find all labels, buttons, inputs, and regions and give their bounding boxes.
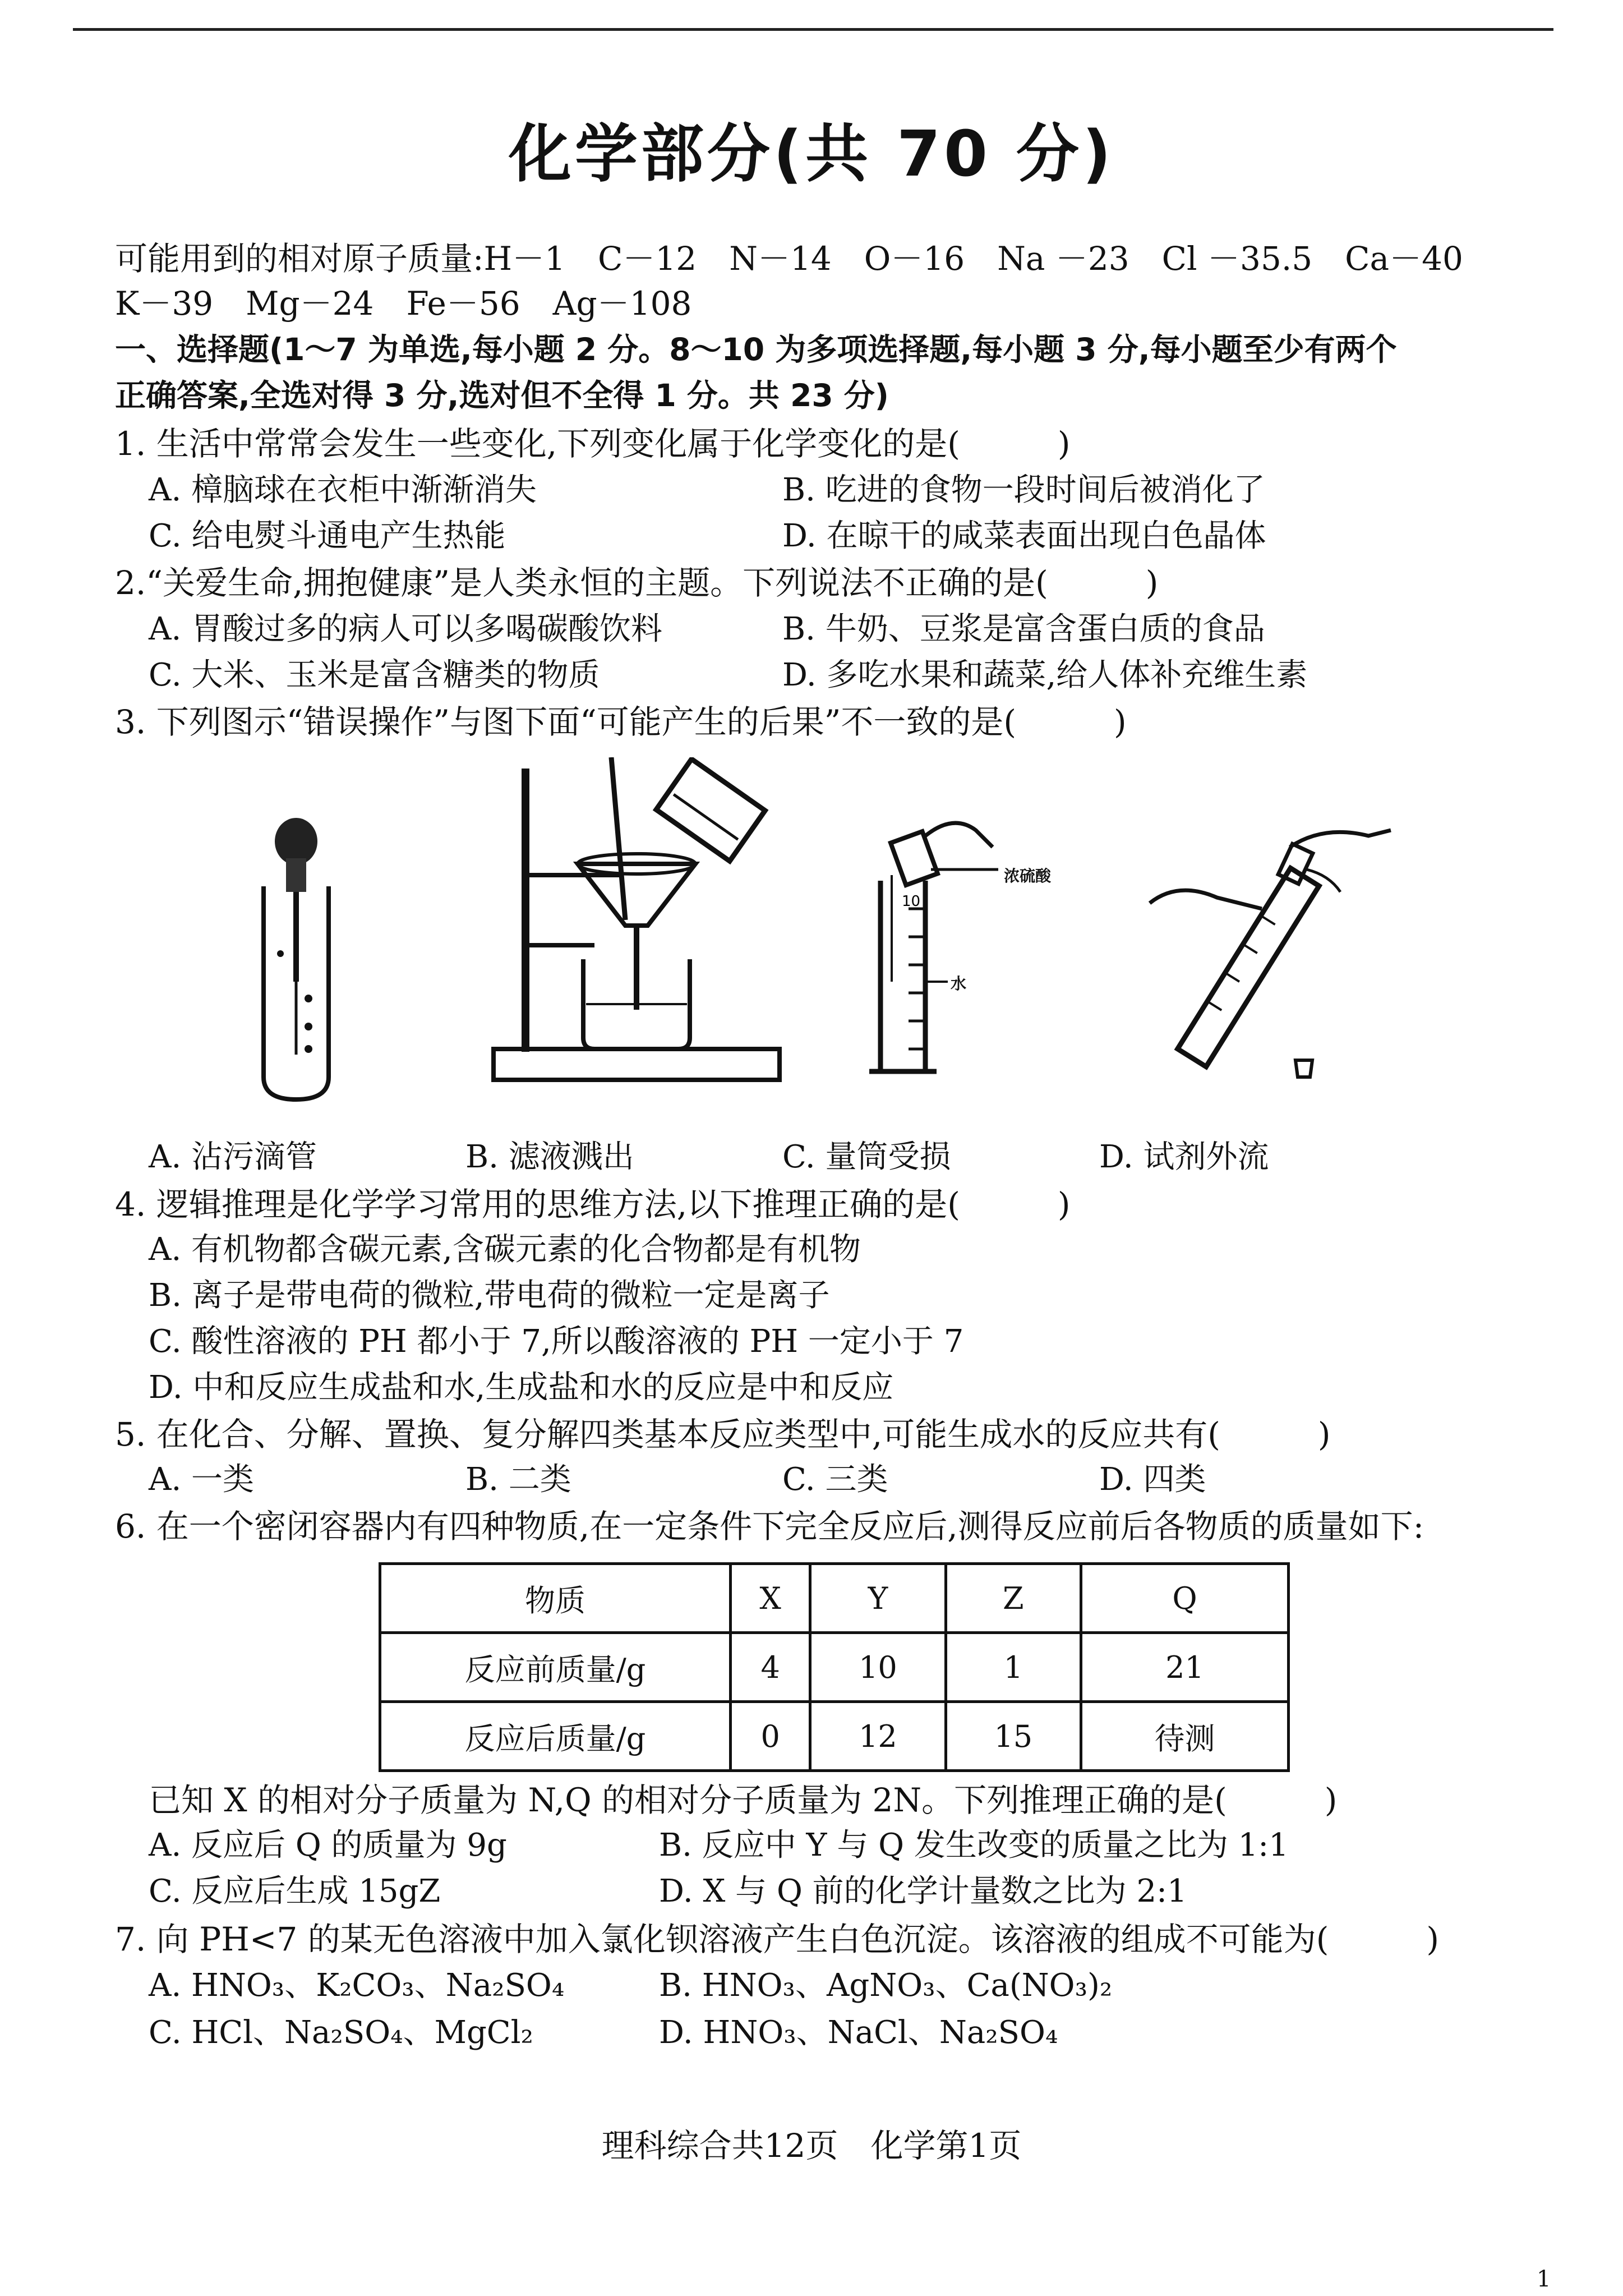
atomic-masses-line-2: K－39 Mg－24 Fe－56 Ag－108 (115, 284, 692, 323)
table-header-cell: Z (946, 1564, 1081, 1633)
q3-option-d: D. 试剂外流 (1099, 1139, 1269, 1175)
q4-option-b: B. 离子是带电荷的微粒,带电荷的微粒一定是离子 (149, 1277, 830, 1314)
page-footer: 理科综合共12页 化学第1页 (601, 2127, 1022, 2165)
table-cell: 15 (946, 1702, 1081, 1771)
q5-option-a: A. 一类 (149, 1461, 255, 1498)
table-header-cell: Q (1081, 1564, 1288, 1633)
q1-option-a: A. 樟脑球在衣柜中渐渐消失 (149, 472, 537, 508)
q7-option-b: B. HNO₃、AgNO₃、Ca(NO₃)₂ (659, 1967, 1113, 2004)
figure-c-graduated-cylinder (858, 813, 1105, 1105)
q5-option-c: C. 三类 (782, 1461, 888, 1498)
q5-option-b: B. 二类 (465, 1461, 571, 1498)
q4-option-c: C. 酸性溶液的 PH 都小于 7,所以酸溶液的 PH 一定小于 7 (149, 1323, 964, 1360)
q5-stem: 5. 在化合、分解、置换、复分解四类基本反应类型中,可能生成水的反应共有( ) (115, 1415, 1331, 1453)
table-cell: 4 (731, 1633, 810, 1702)
q7-option-c: C. HCl、Na₂SO₄、MgCl₂ (149, 2014, 533, 2051)
q6-option-b: B. 反应中 Y 与 Q 发生改变的质量之比为 1:1 (659, 1827, 1289, 1864)
q3-stem: 3. 下列图示“错误操作”与图下面“可能产生的后果”不一致的是( ) (115, 703, 1127, 741)
q6-mass-table (379, 1562, 1290, 1772)
q1-option-c: C. 给电熨斗通电产生热能 (149, 518, 506, 554)
figure-a-dropper-in-tube (247, 813, 348, 1105)
q5-option-d: D. 四类 (1099, 1461, 1206, 1498)
table-row (380, 1702, 1289, 1771)
page-number: 1 (1537, 2266, 1551, 2292)
table-cell: 10 (810, 1633, 946, 1702)
q4-option-d: D. 中和反应生成盐和水,生成盐和水的反应是中和反应 (149, 1369, 894, 1406)
table-header-cell: Y (810, 1564, 946, 1633)
q2-option-c: C. 大米、玉米是富含糖类的物质 (149, 657, 600, 693)
table-cell: 待测 (1081, 1702, 1288, 1771)
q7-stem: 7. 向 PH<7 的某无色溶液中加入氯化钡溶液产生白色沉淀。该溶液的组成不可能为( ) (115, 1920, 1440, 1958)
section-heading-line-2: 正确答案,全选对得 3 分,选对但不全得 1 分。共 23 分) (115, 378, 889, 413)
table-cell: 反应后质量/g (380, 1702, 731, 1771)
q4-stem: 4. 逻辑推理是化学学习常用的思维方法,以下推理正确的是( ) (115, 1185, 1071, 1223)
q2-option-a: A. 胃酸过多的病人可以多喝碳酸饮料 (149, 611, 663, 647)
q7-option-a: A. HNO₃、K₂CO₃、Na₂SO₄ (149, 1967, 565, 2004)
table-header-row (380, 1564, 1289, 1633)
q6-known-condition: 已知 X 的相对分子质量为 N,Q 的相对分子质量为 2N。下列推理正确的是( ) (149, 1781, 1338, 1819)
label-water: 水 (951, 974, 967, 993)
q6-option-c: C. 反应后生成 15gZ (149, 1873, 441, 1910)
cylinder-tick-10: 10 (902, 893, 921, 910)
table-cell: 0 (731, 1702, 810, 1771)
atomic-masses-line-1: 可能用到的相对原子质量:H－1 C－12 N－14 O－16 Na －23 Cl －35.5 Ca－40 (115, 240, 1463, 278)
q1-option-b: B. 吃进的食物一段时间后被消化了 (782, 472, 1265, 508)
page-title: 化学部分(共 70 分) (508, 118, 1115, 191)
q2-option-d: D. 多吃水果和蔬菜,给人体补充维生素 (782, 657, 1308, 693)
table-header-cell: 物质 (380, 1564, 731, 1633)
table-cell: 12 (810, 1702, 946, 1771)
figure-b-filtration (488, 757, 802, 1088)
label-concentrated-acid: 浓硫酸 (1004, 867, 1052, 885)
q1-option-d: D. 在晾干的咸菜表面出现白色晶体 (782, 518, 1266, 554)
figure-d-reagent-pouring (1144, 813, 1402, 1105)
q4-option-a: A. 有机物都含碳元素,含碳元素的化合物都是有机物 (149, 1231, 861, 1268)
q2-stem: 2.“关爱生命,拥抱健康”是人类永恒的主题。下列说法不正确的是( ) (115, 564, 1159, 602)
table-row (380, 1633, 1289, 1702)
table-cell: 反应前质量/g (380, 1633, 731, 1702)
table-cell: 1 (946, 1633, 1081, 1702)
section-heading-line-1: 一、选择题(1～7 为单选,每小题 2 分。8～10 为多项选择题,每小题 3 分,每小题至少有两个 (115, 332, 1397, 367)
q6-stem: 6. 在一个密闭容器内有四种物质,在一定条件下完全反应后,测得反应前后各物质的质量如下: (115, 1507, 1424, 1545)
top-rule (73, 28, 1553, 31)
q6-option-d: D. X 与 Q 前的化学计量数之比为 2:1 (659, 1873, 1187, 1910)
table-header-cell: X (731, 1564, 810, 1633)
q3-option-c: C. 量筒受损 (782, 1139, 951, 1175)
q7-option-d: D. HNO₃、NaCl、Na₂SO₄ (659, 2014, 1058, 2051)
table-cell: 21 (1081, 1633, 1288, 1702)
q3-option-a: A. 沾污滴管 (149, 1139, 317, 1175)
q6-option-a: A. 反应后 Q 的质量为 9g (149, 1827, 507, 1864)
q3-option-b: B. 滤液溅出 (465, 1139, 634, 1175)
q1-stem: 1. 生活中常常会发生一些变化,下列变化属于化学变化的是( ) (115, 425, 1071, 463)
q2-option-b: B. 牛奶、豆浆是富含蛋白质的食品 (782, 611, 1265, 647)
